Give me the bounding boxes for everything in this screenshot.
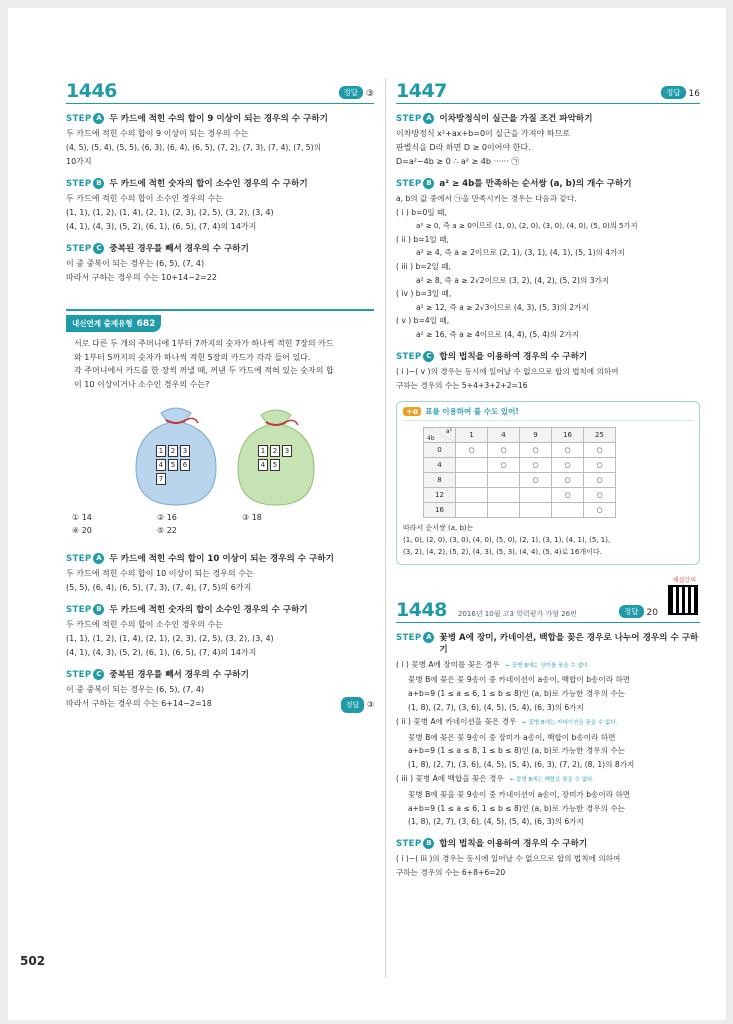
table-cell bbox=[456, 472, 488, 487]
text-line: 따라서 순서쌍 (a, b)는 bbox=[403, 523, 474, 532]
step-title: 합의 법칙을 이용하여 경우의 수 구하기 bbox=[439, 839, 588, 850]
table-row-header: 0 bbox=[424, 442, 456, 457]
text-line: (1, 8), (2, 7), (3, 6), (4, 5), (5, 4), (6, 3)의 6가지 bbox=[408, 817, 584, 827]
text-line: a² ≥ 8, 즉 a ≥ 2√2이므로 (3, 2), (4, 2), (5, 2)의 3가지 bbox=[416, 275, 610, 285]
corner-label-b: 4b bbox=[427, 434, 435, 442]
number-card: 6 bbox=[180, 459, 190, 471]
bags-illustration bbox=[66, 393, 374, 511]
step-letter: B bbox=[93, 604, 104, 615]
text-line-with-answer bbox=[66, 697, 374, 713]
step-a-heading bbox=[66, 553, 374, 565]
solution-text bbox=[66, 127, 374, 169]
text-line: ( i ) b=0일 때, bbox=[396, 207, 447, 217]
text-line: 두 카드에 적힌 수의 합이 9 이상이 되는 경우의 수는 bbox=[66, 129, 249, 138]
step-label: STEP bbox=[66, 605, 92, 615]
text-line: 판별식을 D라 하면 D ≥ 0이어야 한다. bbox=[396, 143, 531, 152]
box-title: 표를 이용하여 풀 수도 있어! bbox=[425, 406, 519, 416]
margin-note: ← 꽃병 B에는 장미를 꽂을 수 없다. bbox=[505, 662, 590, 669]
number-card: 5 bbox=[168, 459, 178, 471]
step-title: 이차방정식이 실근을 가질 조건 파악하기 bbox=[439, 114, 593, 124]
text-line: 구하는 경우의 수는 5+4+3+2+2=16 bbox=[396, 380, 528, 390]
step-b-heading bbox=[396, 838, 700, 850]
table-cell bbox=[552, 502, 584, 517]
step-title: 두 카드에 적힌 수의 합이 9 이상이 되는 경우의 수 구하기 bbox=[109, 114, 328, 124]
text-line: ( iv ) b=3일 때, bbox=[396, 289, 452, 299]
table-row bbox=[424, 442, 616, 457]
step-title: a² ≥ 4b를 만족하는 순서쌍 (a, b)의 개수 구하기 bbox=[439, 179, 632, 189]
table-column-header: 25 bbox=[584, 427, 616, 442]
table-cell: ○ bbox=[552, 487, 584, 502]
step-letter: B bbox=[423, 838, 434, 849]
exam-number: 682 bbox=[136, 319, 156, 329]
number-card: 3 bbox=[282, 445, 292, 457]
step-title: 꽃병 A에 장미, 카네이션, 백합을 꽂은 경우로 나누어 경우의 수 구하기 bbox=[439, 632, 699, 655]
table-cell: ○ bbox=[584, 457, 616, 472]
text-line: 이 10 이상이거나 소수인 경우의 수는? bbox=[74, 379, 210, 389]
table-row bbox=[424, 502, 616, 517]
table-cell: ○ bbox=[488, 442, 520, 457]
problem-header-1448 bbox=[396, 576, 700, 623]
right-column bbox=[396, 80, 700, 880]
text-line: 이 중 중복이 되는 경우는 (6, 5), (7, 4) bbox=[66, 685, 205, 694]
table-cell: ○ bbox=[552, 472, 584, 487]
table-row-header: 16 bbox=[424, 502, 456, 517]
qr-code-icon[interactable] bbox=[668, 585, 698, 615]
step-letter: C bbox=[93, 669, 104, 680]
text-line: D=a²−4b ≥ 0 ∴ a² ≥ 4b ······ ㉠ bbox=[396, 157, 520, 166]
step-label: STEP bbox=[396, 632, 422, 643]
problem-header-1447 bbox=[396, 80, 700, 104]
text-line: ( ii ) 꽃병 A에 카네이션을 꽂은 경우 bbox=[396, 716, 517, 726]
step-label: STEP bbox=[66, 114, 92, 124]
text-line: 서로 다른 두 개의 주머니에 1부터 7까지의 숫자가 하나씩 적힌 7장의 카드 bbox=[74, 339, 334, 348]
number-card: 2 bbox=[270, 445, 280, 457]
number-card: 4 bbox=[258, 459, 268, 471]
solution-text bbox=[396, 127, 700, 169]
answer-value: 20 bbox=[646, 607, 658, 618]
margin-note: ← 꽃병 B에는 카네이션을 꽂을 수 없다. bbox=[522, 719, 618, 726]
table-column-header: 16 bbox=[552, 427, 584, 442]
step-b-heading bbox=[66, 604, 374, 616]
box-text bbox=[403, 522, 693, 558]
problem-number: 1446 bbox=[66, 80, 117, 102]
text-line: 이차방정식 x²+ax+b=0이 실근을 가져야 하므로 bbox=[396, 129, 570, 138]
choice-5[interactable]: ⑤ 22 bbox=[157, 526, 177, 535]
solution-text bbox=[66, 567, 374, 595]
bags-svg bbox=[66, 393, 374, 511]
table-cell: ○ bbox=[584, 487, 616, 502]
text-line: 두 카드에 적힌 수의 합이 소수인 경우의 수는 bbox=[66, 194, 223, 203]
table-cell: ○ bbox=[520, 457, 552, 472]
corner-label-a: a² bbox=[445, 427, 452, 435]
number-card: 7 bbox=[156, 473, 166, 485]
table-cell bbox=[488, 472, 520, 487]
text-line: 두 카드에 적힌 수의 합이 소수인 경우의 수는 bbox=[66, 620, 223, 629]
text-line: a+b=9 (1 ≤ a ≤ 6, 1 ≤ b ≤ 8)인 (a, b)로 가능한 경우의 수는 bbox=[408, 803, 625, 813]
text-line: a+b=9 (1 ≤ a ≤ 8, 1 ≤ b ≤ 8)인 (a, b)로 가능한 경우의 수는 bbox=[408, 746, 625, 756]
number-card: 1 bbox=[258, 445, 268, 457]
table-cell bbox=[456, 487, 488, 502]
table-header-row bbox=[424, 427, 616, 442]
answer-value: 16 bbox=[688, 89, 700, 99]
step-label: STEP bbox=[396, 179, 422, 189]
exam-header bbox=[66, 315, 161, 332]
table-column-header: 9 bbox=[520, 427, 552, 442]
table-row-header: 12 bbox=[424, 487, 456, 502]
step-label: STEP bbox=[66, 670, 92, 680]
answer-tag: 정답 bbox=[341, 697, 365, 713]
case-heading bbox=[396, 658, 700, 674]
table-cell bbox=[488, 502, 520, 517]
plus-alpha-icon: +α bbox=[403, 407, 421, 416]
number-card: 5 bbox=[270, 459, 280, 471]
text-line: 따라서 구하는 경우의 수는 6+14−2=18 bbox=[66, 699, 212, 708]
step-c-heading bbox=[66, 669, 374, 681]
text-line: (4, 1), (4, 3), (5, 2), (6, 1), (6, 5), (7, 4)의 14가지 bbox=[66, 648, 257, 657]
text-line: (5, 5), (6, 4), (6, 5), (7, 3), (7, 4), (7, 5)의 6가지 bbox=[66, 583, 252, 592]
exam-question bbox=[74, 337, 366, 391]
table-column-header: 1 bbox=[456, 427, 488, 442]
text-line: (1, 1), (1, 2), (1, 4), (2, 1), (2, 3), (2, 5), (3, 2), (3, 4) bbox=[66, 208, 274, 217]
text-line: ( i ) 꽃병 A에 장미를 꽂은 경우 bbox=[396, 659, 500, 669]
step-letter: A bbox=[93, 113, 104, 124]
text-line: 두 카드에 적힌 수의 합이 10 이상이 되는 경우의 수는 bbox=[66, 569, 254, 578]
text-line: (4, 1), (4, 3), (5, 2), (6, 1), (6, 5), (7, 4)의 14가지 bbox=[66, 222, 257, 231]
bag-2-cards bbox=[258, 445, 296, 471]
textbook-page bbox=[8, 8, 726, 1020]
step-a-heading bbox=[396, 632, 700, 656]
left-column bbox=[66, 80, 374, 713]
solution-text bbox=[66, 257, 374, 285]
text-line: (4, 5), (5, 4), (5, 5), (6, 3), (6, 4), (6, 5), (7, 2), (7, 3), (7, 4), (7, 5)의 bbox=[66, 143, 321, 152]
table-cell: ○ bbox=[552, 442, 584, 457]
text-line: a² ≥ 4, 즉 a ≥ 2이므로 (2, 1), (3, 1), (4, 1), (5, 1)의 4가지 bbox=[416, 248, 625, 258]
number-card: 1 bbox=[156, 445, 166, 457]
text-line: ( iii ) b=2일 때, bbox=[396, 261, 452, 271]
problem-number: 1448 bbox=[396, 598, 447, 621]
text-line: 와 1부터 5까지의 숫자가 하나씩 적힌 5장의 카드가 각각 들어 있다. bbox=[74, 352, 311, 362]
text-line: 꽃병 B에 꽂을 꽃 9송이 중 카네이션이 a송이, 장미가 b송이라 하면 bbox=[408, 789, 631, 799]
step-b-heading bbox=[396, 178, 700, 190]
condition-table bbox=[423, 427, 616, 518]
table-body bbox=[424, 442, 616, 517]
box-header bbox=[403, 406, 693, 421]
answer-choices bbox=[72, 511, 374, 537]
table-cell: ○ bbox=[488, 457, 520, 472]
problem-header-1446 bbox=[66, 80, 374, 104]
number-card: 4 bbox=[156, 459, 166, 471]
column-divider bbox=[385, 78, 386, 978]
number-card: 3 bbox=[180, 445, 190, 457]
step-title: 중복된 경우를 빼서 경우의 수 구하기 bbox=[109, 244, 249, 254]
answer-value: ③ bbox=[366, 700, 374, 709]
solution-text bbox=[396, 852, 700, 880]
step-letter: A bbox=[423, 632, 434, 643]
problem-source: 2016년 10월 고3 학력평가 가형 26번 bbox=[458, 609, 577, 618]
problem-number: 1447 bbox=[396, 80, 447, 102]
text-line: 꽃병 B에 꽂은 꽃 9송이 중 장미가 a송이, 백합이 b송이라 하면 bbox=[408, 732, 616, 742]
step-a-heading bbox=[396, 113, 700, 125]
step-label: STEP bbox=[396, 839, 422, 850]
text-line: ( i )~( v )의 경우는 동시에 일어날 수 없으므로 합의 법칙에 의하여 bbox=[396, 366, 619, 376]
answer-tag: 정답 bbox=[661, 86, 686, 99]
table-cell: ○ bbox=[520, 472, 552, 487]
answer-value: ③ bbox=[365, 89, 374, 99]
text-line: 각 주머니에서 카드를 한 장씩 꺼낼 때, 꺼낸 두 카드에 적혀 있는 숫자의 합 bbox=[74, 366, 334, 375]
step-letter: C bbox=[423, 351, 434, 362]
table-cell bbox=[456, 502, 488, 517]
table-cell: ○ bbox=[456, 442, 488, 457]
table-row bbox=[424, 487, 616, 502]
table-cell: ○ bbox=[584, 502, 616, 517]
table-corner bbox=[424, 427, 456, 442]
case-heading bbox=[396, 772, 700, 788]
qr-label: 해설강의 bbox=[672, 576, 696, 584]
step-letter: B bbox=[93, 178, 104, 189]
step-c-heading bbox=[66, 243, 374, 255]
text-line: a² ≥ 12, 즉 a ≥ 2√3이므로 (4, 3), (5, 3)의 2가지 bbox=[416, 302, 589, 312]
step-c-heading bbox=[396, 351, 700, 363]
step-label: STEP bbox=[66, 554, 92, 564]
solution-text bbox=[396, 365, 700, 393]
step-a-heading bbox=[66, 113, 374, 125]
number-card: 2 bbox=[168, 445, 178, 457]
text-line: 구하는 경우의 수는 6+8+6=20 bbox=[396, 868, 506, 878]
answer-badge bbox=[337, 697, 374, 713]
exam-header-label: 내신연계 출제유형 bbox=[72, 319, 133, 328]
text-line: a+b=9 (1 ≤ a ≤ 6, 1 ≤ b ≤ 8)인 (a, b)로 가능한 경우의 수는 bbox=[408, 689, 625, 699]
text-line: 10가지 bbox=[66, 157, 92, 166]
bag-1-cards bbox=[156, 445, 200, 485]
case-heading bbox=[396, 715, 700, 731]
choice-4[interactable]: ④ 20 bbox=[72, 526, 92, 535]
text-line: 꽃병 B에 꽂은 꽃 9송이 중 카네이션이 a송이, 백합이 b송이라 하면 bbox=[408, 675, 631, 685]
solution-text bbox=[66, 683, 374, 713]
table-row-header: 8 bbox=[424, 472, 456, 487]
step-title: 두 카드에 적힌 숫자의 합이 소수인 경우의 수 구하기 bbox=[109, 605, 308, 615]
table-row bbox=[424, 472, 616, 487]
table-cell bbox=[520, 487, 552, 502]
alternative-solution-box bbox=[396, 401, 700, 565]
step-title: 두 카드에 적힌 숫자의 합이 소수인 경우의 수 구하기 bbox=[109, 179, 308, 189]
table-column-header: 4 bbox=[488, 427, 520, 442]
step-label: STEP bbox=[396, 114, 422, 124]
solution-text bbox=[66, 618, 374, 660]
answer-tag: 정답 bbox=[619, 605, 644, 618]
page-number: 502 bbox=[20, 954, 46, 968]
table-cell bbox=[456, 457, 488, 472]
text-line: ( ii ) b=1일 때, bbox=[396, 234, 449, 244]
choice-1[interactable]: ① 14 bbox=[72, 513, 92, 522]
text-line: ( iii ) 꽃병 A에 백합을 꽂은 경우 bbox=[396, 773, 504, 783]
table-cell: ○ bbox=[520, 442, 552, 457]
choice-2[interactable]: ② 16 bbox=[157, 513, 177, 522]
step-letter: B bbox=[423, 178, 434, 189]
answer-badge bbox=[339, 86, 374, 99]
text-line: (1, 8), (2, 7), (3, 6), (4, 5), (5, 4), (6, 3), (7, 2), (8, 1)의 8가지 bbox=[408, 760, 635, 770]
step-letter: C bbox=[93, 243, 104, 254]
text-line: 이 중 중복이 되는 경우는 (6, 5), (7, 4) bbox=[66, 259, 205, 268]
text-line: 따라서 구하는 경우의 수는 10+14−2=22 bbox=[66, 273, 217, 282]
text-line: ( i )~( iii )의 경우는 동시에 일어날 수 없으므로 합의 법칙에 의하여 bbox=[396, 854, 621, 864]
text-line: a² ≥ 16, 즉 a ≥ 4이므로 (4, 4), (5, 4)의 2가지 bbox=[416, 329, 580, 339]
table-cell bbox=[488, 487, 520, 502]
text-line: (3, 2), (4, 2), (5, 2), (4, 3), (5, 3), (4, 4), (5, 4)로 16개이다. bbox=[403, 547, 602, 556]
solution-text bbox=[66, 192, 374, 234]
step-title: 합의 법칙을 이용하여 경우의 수 구하기 bbox=[439, 351, 588, 362]
related-exam-problem bbox=[66, 309, 374, 537]
step-label: STEP bbox=[396, 351, 422, 362]
table-row-header: 4 bbox=[424, 457, 456, 472]
step-label: STEP bbox=[66, 244, 92, 254]
answer-tag: 정답 bbox=[339, 86, 364, 99]
table-cell: ○ bbox=[584, 442, 616, 457]
step-b-heading bbox=[66, 178, 374, 190]
answer-badge bbox=[619, 605, 658, 618]
text-line: (1, 1), (1, 2), (1, 4), (2, 1), (2, 3), (2, 5), (3, 2), (3, 4) bbox=[66, 634, 274, 643]
step-letter: A bbox=[93, 553, 104, 564]
table-cell bbox=[520, 502, 552, 517]
step-label: STEP bbox=[66, 179, 92, 189]
table-cell: ○ bbox=[584, 472, 616, 487]
text-line: ( v ) b=4일 때, bbox=[396, 316, 450, 326]
text-line: (1, 8), (2, 7), (3, 6), (4, 5), (5, 4), (6, 3)의 6가지 bbox=[408, 702, 584, 712]
text-line: a, b의 값 중에서 ㉠을 만족시키는 경우는 다음과 같다. bbox=[396, 194, 577, 203]
answer-badge bbox=[661, 86, 700, 99]
margin-note: ← 꽃병 B에는 백합을 꽂을 수 없다. bbox=[509, 776, 595, 783]
choice-3[interactable]: ③ 18 bbox=[242, 513, 262, 522]
text-line: a² ≥ 0, 즉 a ≥ 0이므로 (1, 0), (2, 0), (3, 0), (4, 0), (5, 0)의 5가지 bbox=[416, 221, 638, 231]
step-letter: A bbox=[423, 113, 434, 124]
table-row bbox=[424, 457, 616, 472]
solution-text bbox=[396, 658, 700, 830]
table-cell: ○ bbox=[552, 457, 584, 472]
text-line: (1, 0), (2, 0), (3, 0), (4, 0), (5, 0), (2, 1), (3, 1), (4, 1), (5, 1), bbox=[403, 535, 611, 544]
solution-text bbox=[396, 192, 700, 342]
step-title: 중복된 경우를 빼서 경우의 수 구하기 bbox=[109, 670, 249, 680]
step-title: 두 카드에 적힌 수의 합이 10 이상이 되는 경우의 수 구하기 bbox=[109, 554, 334, 564]
